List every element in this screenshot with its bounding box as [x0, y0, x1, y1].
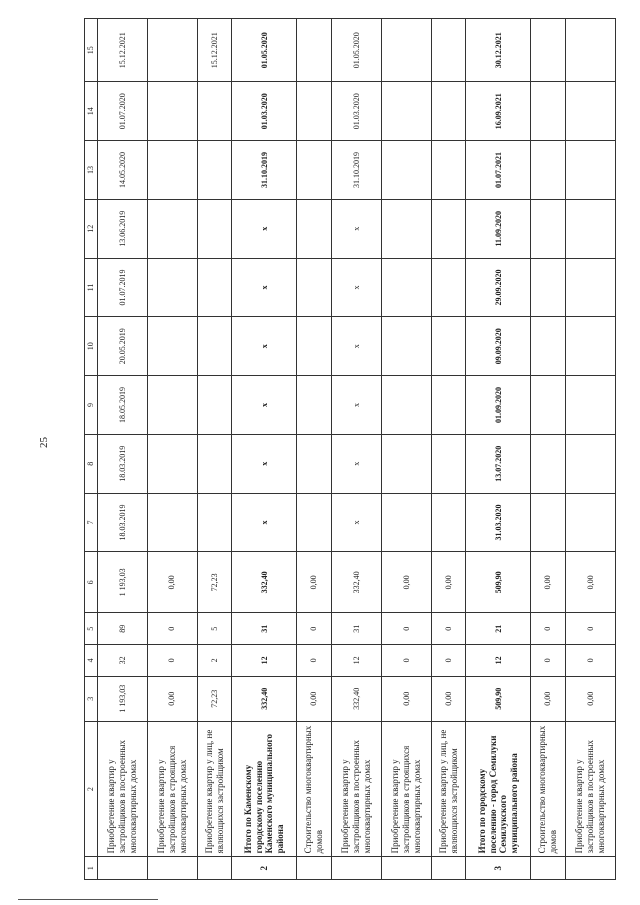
table-cell: x — [332, 258, 382, 317]
table-cell: 0 — [147, 613, 197, 645]
row-number — [297, 857, 332, 880]
table-cell: 12 — [466, 645, 531, 677]
table-cell: x — [232, 434, 297, 493]
table-cell: 11.09.2020 — [466, 199, 531, 258]
table-cell: 0,00 — [297, 676, 332, 721]
table-cell: 30.12.2021 — [466, 19, 531, 82]
table-cell: 20.05.2019 — [98, 317, 148, 376]
table-cell: 332,40 — [232, 676, 297, 721]
row-number — [431, 857, 466, 880]
table-cell: 01.05.2020 — [332, 19, 382, 82]
table-cell: 5 — [197, 613, 232, 645]
table-cell — [431, 19, 466, 82]
table-cell — [297, 141, 332, 200]
table-cell — [297, 199, 332, 258]
table-row — [98, 19, 148, 880]
table-cell: 332,40 — [232, 552, 297, 613]
column-number: 1 — [85, 857, 98, 880]
table-cell: x — [332, 376, 382, 435]
page-number: 25 — [38, 437, 50, 448]
row-name: Строительство многоквартирных домов — [297, 721, 332, 857]
table-cell — [147, 434, 197, 493]
table-cell — [297, 317, 332, 376]
table-cell — [531, 434, 566, 493]
column-number-row — [85, 19, 98, 880]
table-cell — [147, 376, 197, 435]
column-number: 10 — [85, 317, 98, 376]
table-cell — [431, 258, 466, 317]
table-cell: 14.05.2020 — [98, 141, 148, 200]
table-cell: 21 — [466, 613, 531, 645]
row-name: Приобретение квартир у застройщиков в построенных многоквартирных домах — [566, 721, 616, 857]
table-cell: 509,90 — [466, 676, 531, 721]
table-cell: 0 — [381, 613, 431, 645]
table-cell — [431, 82, 466, 141]
column-number: 11 — [85, 258, 98, 317]
table-cell: 0,00 — [566, 552, 616, 613]
table-cell: x — [232, 493, 297, 552]
footnote-rule — [18, 899, 158, 900]
table-cell: 0 — [381, 645, 431, 677]
table-cell: 13.07.2020 — [466, 434, 531, 493]
table-row — [431, 19, 466, 880]
table-cell — [431, 317, 466, 376]
table-cell: 0,00 — [297, 552, 332, 613]
table-cell — [566, 82, 616, 141]
row-number — [381, 857, 431, 880]
table-cell — [381, 434, 431, 493]
table-cell: x — [332, 493, 382, 552]
table-cell — [381, 376, 431, 435]
table-cell: 89 — [98, 613, 148, 645]
row-name: Приобретение квартир у застройщиков в построенных многоквартирных домах — [332, 721, 382, 857]
table-cell: x — [332, 317, 382, 376]
table-cell — [566, 141, 616, 200]
table-cell: x — [232, 317, 297, 376]
row-number — [566, 857, 616, 880]
column-number: 9 — [85, 376, 98, 435]
table-cell — [566, 258, 616, 317]
row-number — [531, 857, 566, 880]
row-number — [147, 857, 197, 880]
table-cell — [381, 258, 431, 317]
table-cell — [147, 493, 197, 552]
table-cell — [297, 258, 332, 317]
table-cell — [381, 199, 431, 258]
table-cell: 12 — [232, 645, 297, 677]
table-cell: 0,00 — [381, 676, 431, 721]
table-cell: 15.12.2021 — [98, 19, 148, 82]
row-name: Итого по городскому поселению - город Семилуки Семилукского муниципального района — [466, 721, 531, 857]
row-number — [98, 857, 148, 880]
table-cell: 2 — [197, 645, 232, 677]
table-row — [297, 19, 332, 880]
table-cell: 32 — [98, 645, 148, 677]
table-cell: 0,00 — [431, 552, 466, 613]
table-cell — [566, 434, 616, 493]
table-row — [332, 19, 382, 880]
table-cell — [381, 141, 431, 200]
table-cell — [297, 376, 332, 435]
table-cell — [566, 376, 616, 435]
table-cell — [381, 493, 431, 552]
table-cell — [531, 141, 566, 200]
row-name: Приобретение квартир у лиц, не являющихся застройщиком — [431, 721, 466, 857]
table-cell: 0,00 — [147, 676, 197, 721]
table-cell — [297, 82, 332, 141]
table-row — [381, 19, 431, 880]
table-cell — [531, 317, 566, 376]
row-name: Строительство многоквартирных домов — [531, 721, 566, 857]
table-cell — [147, 258, 197, 317]
table-cell: x — [232, 199, 297, 258]
table-cell: 0,00 — [147, 552, 197, 613]
table-cell: 0 — [431, 645, 466, 677]
table-cell — [197, 317, 232, 376]
table-cell — [531, 82, 566, 141]
table-cell: 18.03.2019 — [98, 434, 148, 493]
row-number — [197, 857, 232, 880]
table-cell: 0,00 — [531, 676, 566, 721]
table-row — [466, 19, 531, 880]
table-cell: 13.06.2019 — [98, 199, 148, 258]
column-number: 2 — [85, 721, 98, 857]
table-cell: x — [332, 199, 382, 258]
column-number: 4 — [85, 645, 98, 677]
row-name: Приобретение квартир у застройщиков в строящихся многоквартирных домах — [381, 721, 431, 857]
row-name: Итого по Каменскому городскому поселению Каменского муниципального района — [232, 721, 297, 857]
table-cell: 15.12.2021 — [197, 19, 232, 82]
table-cell — [297, 19, 332, 82]
column-number: 15 — [85, 19, 98, 82]
table-cell: 0 — [566, 645, 616, 677]
table-cell — [297, 434, 332, 493]
table-cell — [197, 258, 232, 317]
table-cell: 18.05.2019 — [98, 376, 148, 435]
table-row — [147, 19, 197, 880]
table-cell: 16.09.2021 — [466, 82, 531, 141]
table-cell: 72,23 — [197, 676, 232, 721]
table-cell: 0,00 — [566, 676, 616, 721]
table-cell — [197, 82, 232, 141]
column-number: 7 — [85, 493, 98, 552]
table-cell: 72,23 — [197, 552, 232, 613]
table-cell: 31.03.2020 — [466, 493, 531, 552]
table-cell — [197, 376, 232, 435]
table-row — [531, 19, 566, 880]
table-cell — [147, 19, 197, 82]
column-number: 13 — [85, 141, 98, 200]
table-cell: 01.03.2020 — [332, 82, 382, 141]
table-cell — [147, 199, 197, 258]
column-number: 14 — [85, 82, 98, 141]
table-cell — [197, 493, 232, 552]
table-cell — [531, 258, 566, 317]
table-cell: 0,00 — [531, 552, 566, 613]
table-cell — [381, 19, 431, 82]
table-cell — [531, 376, 566, 435]
table-cell: 1 193,03 — [98, 552, 148, 613]
table-cell: 01.05.2020 — [232, 19, 297, 82]
table-cell: 31 — [332, 613, 382, 645]
table-cell — [566, 493, 616, 552]
table-cell — [147, 317, 197, 376]
table-cell — [566, 317, 616, 376]
row-number: 3 — [466, 857, 531, 880]
table-cell: 01.09.2020 — [466, 376, 531, 435]
table-cell: x — [332, 434, 382, 493]
table-cell: 0,00 — [431, 676, 466, 721]
table-cell: 332,40 — [332, 676, 382, 721]
table-cell — [431, 199, 466, 258]
table-cell — [197, 434, 232, 493]
table-cell — [566, 19, 616, 82]
table-cell: 0 — [566, 613, 616, 645]
table-row — [566, 19, 616, 880]
row-name: Приобретение квартир у застройщиков в строящихся многоквартирных домах — [147, 721, 197, 857]
table-cell: 509,90 — [466, 552, 531, 613]
table-cell: 01.07.2019 — [98, 258, 148, 317]
table-cell: 01.07.2021 — [466, 141, 531, 200]
table-cell: 0 — [531, 613, 566, 645]
table-cell — [431, 141, 466, 200]
table-cell — [431, 434, 466, 493]
table-row — [197, 19, 232, 880]
table-cell: 18.03.2019 — [98, 493, 148, 552]
table-cell — [431, 376, 466, 435]
column-number: 8 — [85, 434, 98, 493]
table-cell — [297, 493, 332, 552]
table-cell — [381, 317, 431, 376]
program-table — [84, 18, 616, 880]
table-cell: x — [232, 376, 297, 435]
table-cell — [147, 141, 197, 200]
table-cell: 0 — [297, 613, 332, 645]
column-number: 6 — [85, 552, 98, 613]
table-cell: 31.10.2019 — [332, 141, 382, 200]
table-cell — [531, 493, 566, 552]
column-number: 12 — [85, 199, 98, 258]
table-cell: 0 — [147, 645, 197, 677]
table-cell: 09.09.2020 — [466, 317, 531, 376]
table-cell: 332,40 — [332, 552, 382, 613]
table-cell: 01.03.2020 — [232, 82, 297, 141]
table-cell — [531, 199, 566, 258]
table-row — [232, 19, 297, 880]
table-cell — [531, 19, 566, 82]
row-number: 2 — [232, 857, 297, 880]
table-cell: x — [232, 258, 297, 317]
table-cell — [147, 82, 197, 141]
table-cell — [381, 82, 431, 141]
table-cell: 31 — [232, 613, 297, 645]
rotated-table-container — [84, 18, 616, 880]
table-cell: 0 — [531, 645, 566, 677]
table-cell: 01.07.2020 — [98, 82, 148, 141]
row-name: Приобретение квартир у лиц, не являющихся застройщиком — [197, 721, 232, 857]
table-cell: 0 — [431, 613, 466, 645]
table-cell — [566, 199, 616, 258]
column-number: 3 — [85, 676, 98, 721]
table-cell: 0,00 — [381, 552, 431, 613]
column-number: 5 — [85, 613, 98, 645]
row-name: Приобретение квартир у застройщиков в построенных многоквартирных домах — [98, 721, 148, 857]
table-cell — [197, 141, 232, 200]
table-cell: 29.09.2020 — [466, 258, 531, 317]
table-cell — [431, 493, 466, 552]
table-cell — [197, 199, 232, 258]
table-cell: 31.10.2019 — [232, 141, 297, 200]
row-number — [332, 857, 382, 880]
table-cell: 1 193,03 — [98, 676, 148, 721]
table-cell: 12 — [332, 645, 382, 677]
table-cell: 0 — [297, 645, 332, 677]
